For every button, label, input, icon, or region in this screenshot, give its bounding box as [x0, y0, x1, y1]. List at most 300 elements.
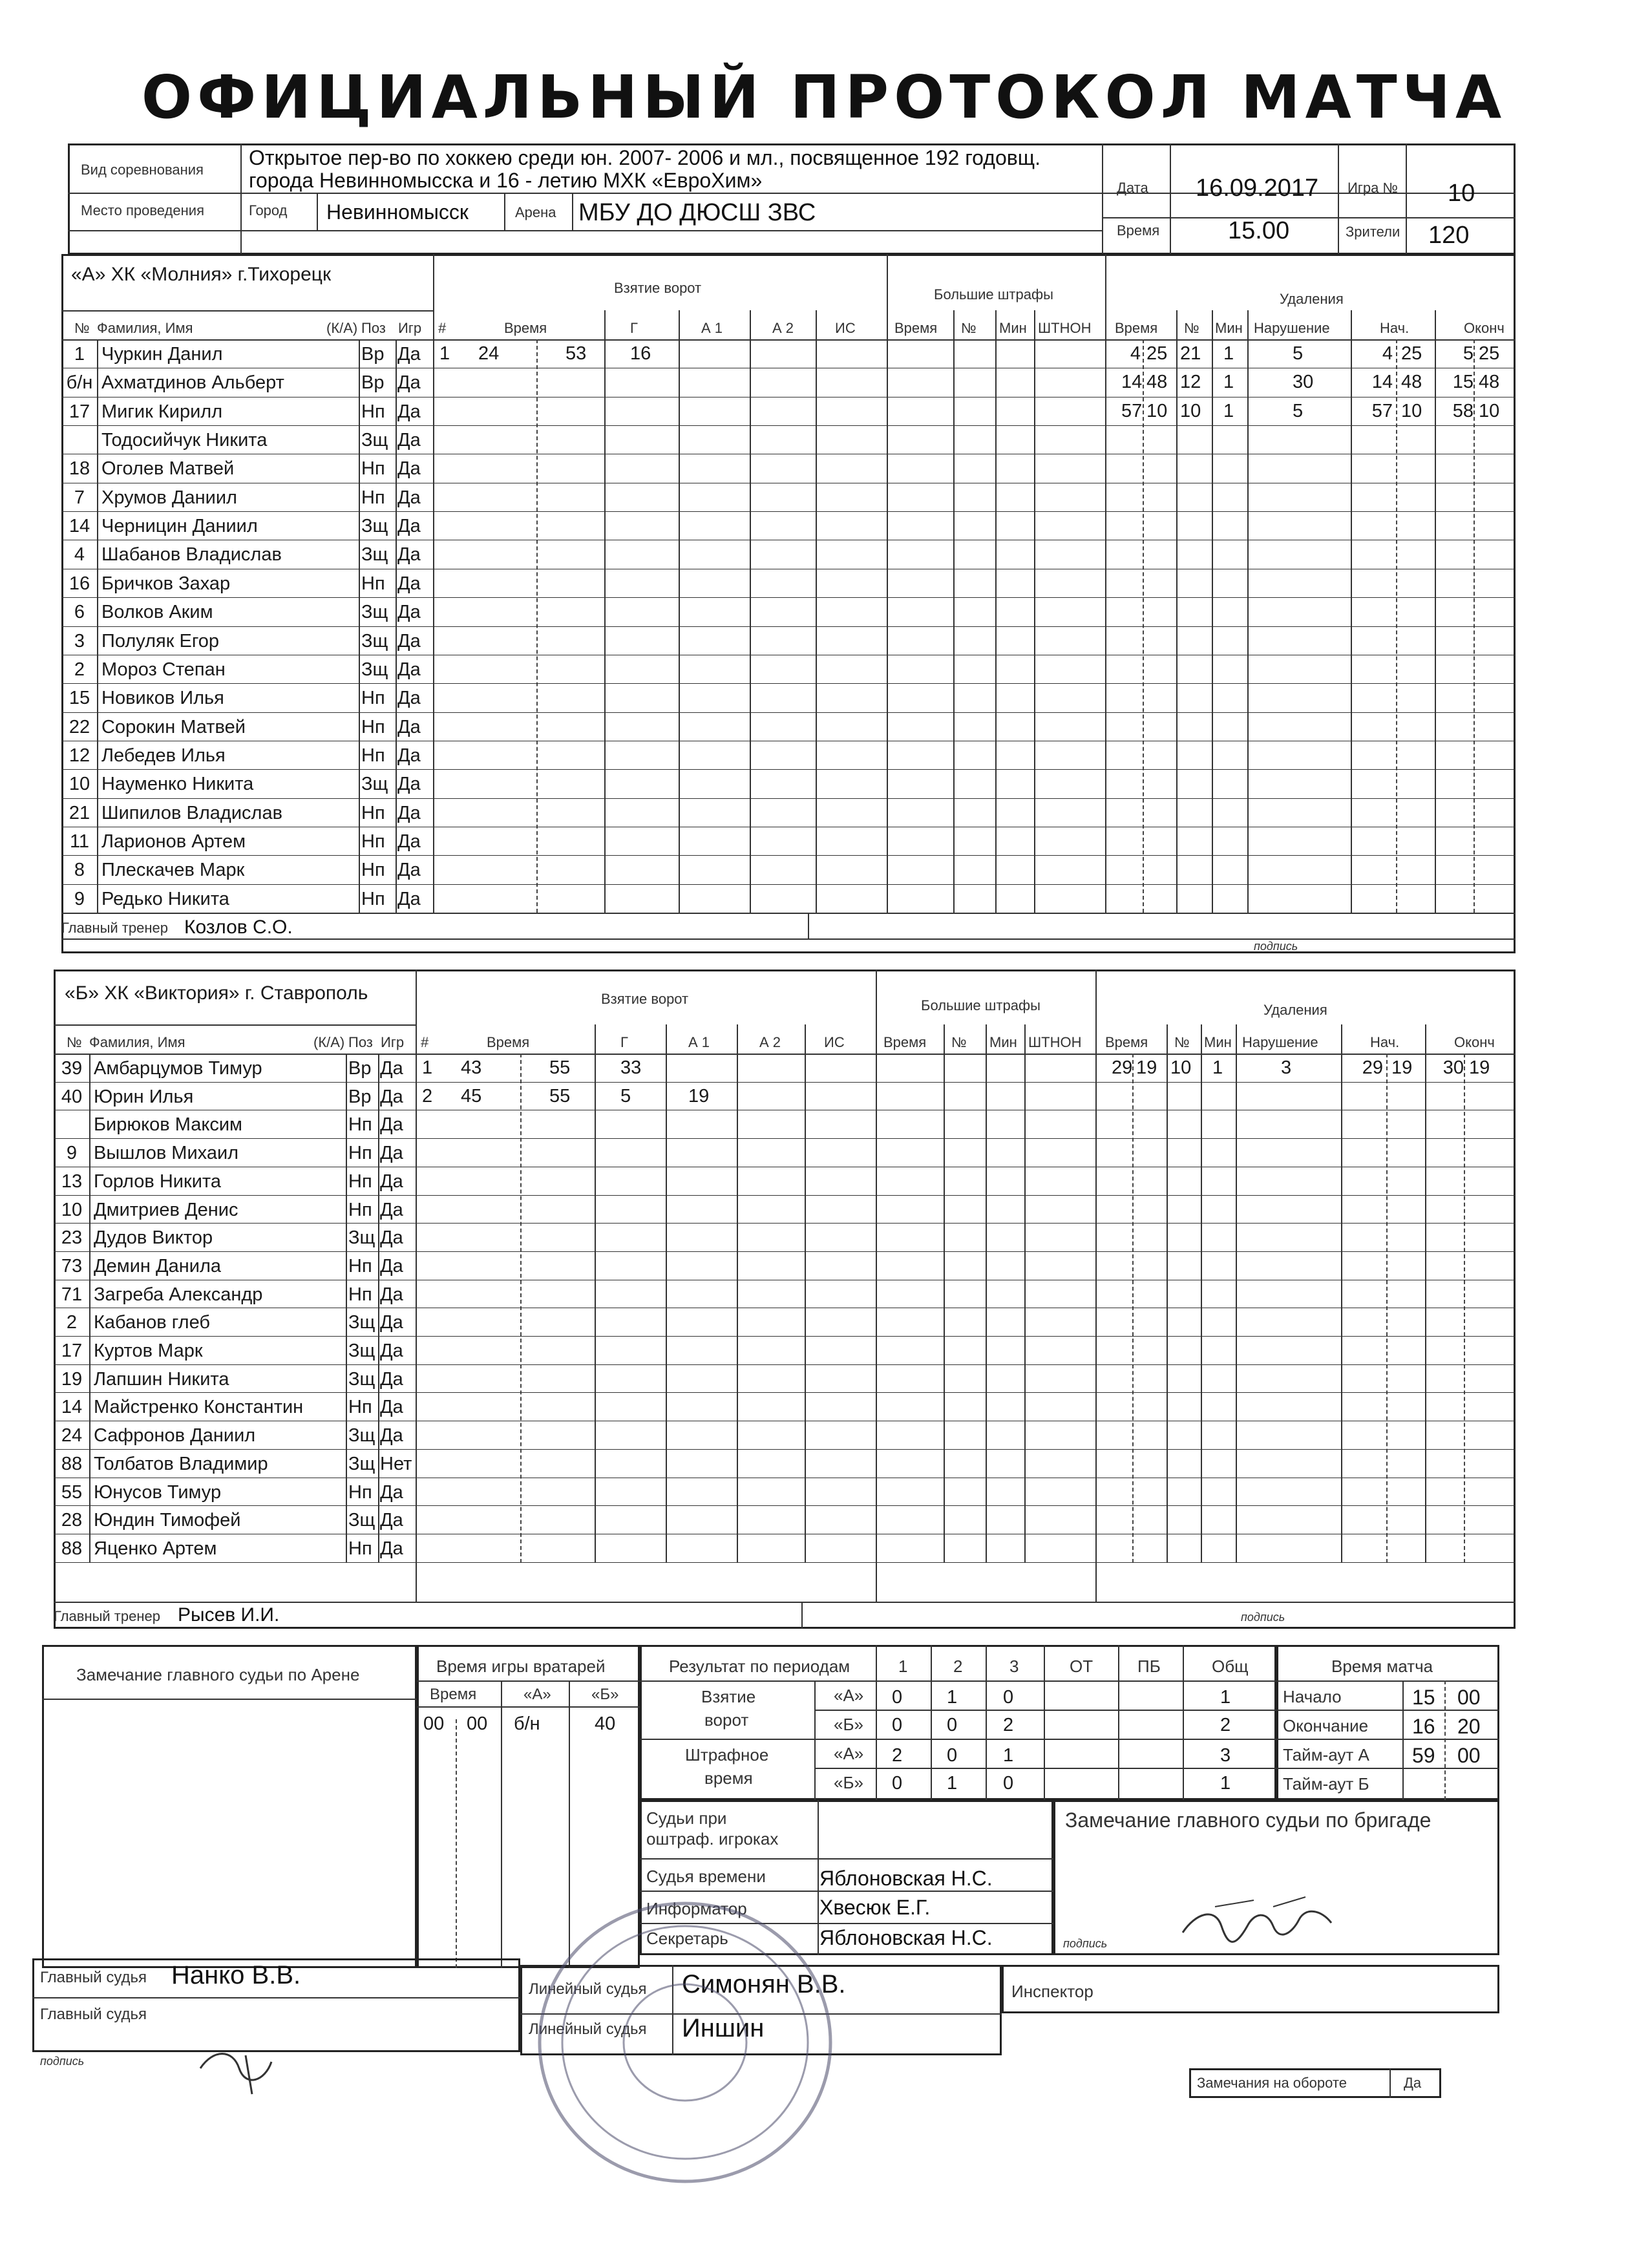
- period-title: Результат по периодам: [669, 1657, 850, 1676]
- player-position: Нп: [361, 831, 385, 852]
- player-position: Зщ: [348, 1368, 375, 1390]
- player-number: 1: [74, 344, 85, 365]
- player-number: 9: [66, 1143, 78, 1164]
- period-3-label: 3: [1009, 1657, 1019, 1676]
- end-label: Окончание: [1283, 1716, 1369, 1735]
- team-b-sign-label: подпись: [1241, 1611, 1285, 1624]
- period-pen-a-value: 3: [1220, 1745, 1231, 1766]
- player-played: Да: [380, 1425, 403, 1447]
- player-position: Нп: [348, 1143, 372, 1164]
- penalty-minutes: 1: [1223, 343, 1234, 364]
- player-played: Нет: [380, 1453, 412, 1474]
- goals-label-1: Взятие: [701, 1687, 756, 1706]
- player-position: Зщ: [348, 1227, 375, 1249]
- player-played: Да: [380, 1058, 403, 1079]
- player-name: Чуркин Данил: [101, 344, 223, 365]
- informer-value: Хвесюк Е.Г.: [819, 1896, 931, 1919]
- player-number: 9: [74, 888, 85, 909]
- player-number: 18: [69, 458, 90, 480]
- player-name: Кабанов глеб: [94, 1312, 210, 1333]
- player-name: Толбатов Владимир: [94, 1453, 268, 1474]
- penalty-player: 10: [1180, 400, 1201, 421]
- period-pen-a-value: 1: [1003, 1745, 1014, 1766]
- player-number: 15: [69, 688, 90, 709]
- player-played: Да: [397, 688, 421, 709]
- player-name: Лапшин Никита: [94, 1368, 229, 1390]
- col-pen-num: №: [1174, 1034, 1190, 1050]
- player-position: Зщ: [348, 1453, 375, 1474]
- player-played: Да: [397, 430, 421, 451]
- col-num: №: [74, 320, 90, 336]
- player-name: Шипилов Владислав: [101, 802, 282, 823]
- player-played: Да: [397, 573, 421, 594]
- penalty-time-min: 29: [1112, 1057, 1133, 1078]
- chief2-label: Главный судья: [40, 2006, 147, 2023]
- player-position: Зщ: [361, 430, 388, 451]
- player-position: Вр: [348, 1058, 372, 1079]
- timeout-a-label: Тайм-аут А: [1283, 1745, 1369, 1765]
- player-position: Зщ: [361, 602, 388, 623]
- player-number: 19: [61, 1368, 83, 1390]
- player-played: Да: [380, 1510, 403, 1531]
- penalty-end-min: 15: [1452, 372, 1474, 393]
- start-h: 15: [1412, 1686, 1435, 1709]
- player-number: б/н: [66, 372, 93, 394]
- gk-row-sec: 00: [467, 1713, 488, 1734]
- goal-number: 1: [439, 343, 450, 364]
- player-number: 88: [61, 1453, 83, 1474]
- player-name: Бричков Захар: [101, 573, 231, 594]
- player-number: 23: [61, 1227, 83, 1249]
- team-b-goals-title: Взятие ворот: [601, 991, 689, 1007]
- player-number: 21: [69, 802, 90, 823]
- player-played: Да: [380, 1312, 403, 1333]
- city-value: Невинномысск: [326, 200, 469, 224]
- player-played: Да: [380, 1199, 403, 1220]
- penalty-time-min: 14: [1121, 372, 1143, 393]
- player-number: 55: [61, 1481, 83, 1503]
- penalty-violation: 5: [1293, 400, 1304, 421]
- col-num: №: [67, 1034, 82, 1050]
- player-position: Нп: [361, 458, 385, 480]
- player-name: Майстренко Константин: [94, 1397, 304, 1418]
- crew-remark-label: Замечание главного судьи по бригаде: [1065, 1808, 1431, 1832]
- player-number: 13: [61, 1171, 83, 1192]
- col-pen-num: №: [1184, 320, 1199, 336]
- competition-value-line2: города Невинномысска и 16 - летию МХК «ЕвроХим»: [249, 169, 763, 192]
- player-number: 22: [69, 716, 90, 737]
- game-label: Игра №: [1347, 180, 1399, 196]
- spectators-label: Зрители: [1346, 224, 1400, 240]
- penalty-violation: 3: [1281, 1057, 1292, 1078]
- timeout-b-label: Тайм-аут Б: [1283, 1774, 1369, 1794]
- player-number: 10: [69, 774, 90, 795]
- game-value: 10: [1448, 180, 1475, 207]
- col-pos: Поз: [361, 320, 386, 336]
- player-position: Нп: [348, 1114, 372, 1136]
- team-b-pen-title: Удаления: [1263, 1002, 1327, 1018]
- col-major-pp: ШТНОН: [1038, 320, 1092, 336]
- arena-remark-box: [42, 1645, 417, 1968]
- player-position: Нп: [348, 1538, 372, 1559]
- pen-label-2: время: [704, 1768, 753, 1788]
- player-number: 39: [61, 1058, 83, 1079]
- player-number: 8: [74, 860, 85, 881]
- player-played: Да: [380, 1538, 403, 1559]
- period-pen-b-value: 1: [1220, 1773, 1231, 1794]
- period-pen-a-value: 0: [947, 1745, 958, 1766]
- signature: [1176, 1887, 1344, 1958]
- player-position: Нп: [361, 401, 385, 422]
- end-h: 16: [1412, 1715, 1435, 1738]
- player-name: Загреба Александр: [94, 1284, 263, 1305]
- player-position: Нп: [361, 745, 385, 766]
- player-name: Юндин Тимофей: [94, 1510, 241, 1531]
- player-number: 11: [69, 831, 90, 852]
- player-number: 14: [61, 1397, 83, 1418]
- secretary-value: Яблоновская Н.С.: [819, 1926, 993, 1949]
- chief-sign-label: подпись: [40, 2055, 85, 2068]
- goal-number: 1: [422, 1057, 433, 1078]
- player-number: 2: [66, 1312, 78, 1333]
- penalty-start-min: 4: [1382, 343, 1393, 364]
- player-position: Вр: [361, 344, 385, 365]
- player-position: Зщ: [348, 1425, 375, 1447]
- player-number: 24: [61, 1425, 83, 1447]
- player-position: Нп: [348, 1397, 372, 1418]
- player-position: Вр: [348, 1086, 372, 1107]
- player-position: Зщ: [348, 1510, 375, 1531]
- inspector-label: Инспектор: [1011, 1982, 1093, 2001]
- team-a-coach-label: Главный тренер: [61, 920, 168, 936]
- col-name: Фамилия, Имя: [97, 320, 193, 336]
- col-goal-g: Г: [630, 320, 638, 336]
- col-pen-start: Нач.: [1380, 320, 1410, 336]
- goal-assist-1: 19: [688, 1085, 710, 1107]
- col-pos: Поз: [348, 1034, 373, 1050]
- period-goals-b-value: 2: [1220, 1715, 1231, 1735]
- player-position: Нп: [361, 888, 385, 909]
- col-major-num: №: [961, 320, 977, 336]
- player-name: Ларионов Артем: [101, 831, 246, 852]
- player-name: Яценко Артем: [94, 1538, 217, 1559]
- crew-sign-label: подпись: [1063, 1937, 1108, 1950]
- goals-label-2: ворот: [704, 1710, 749, 1730]
- player-played: Да: [397, 487, 421, 508]
- penalty-end-sec: 25: [1479, 343, 1500, 364]
- player-played: Да: [397, 458, 421, 480]
- arena-value: МБУ ДО ДЮСШ ЗВС: [578, 199, 816, 226]
- col-goal-a1: А 1: [688, 1034, 710, 1050]
- penalty-time-sec: 48: [1146, 372, 1168, 393]
- player-played: Да: [380, 1114, 403, 1136]
- player-position: Нп: [361, 688, 385, 709]
- team-a-major-title: Большие штрафы: [934, 286, 1053, 302]
- timekeeper-value: Яблоновская Н.С.: [819, 1867, 993, 1890]
- penalty-player: 10: [1170, 1057, 1192, 1078]
- player-name: Лебедев Илья: [101, 745, 226, 766]
- gk-row-a: б/н: [514, 1713, 540, 1734]
- player-position: Нп: [348, 1255, 372, 1277]
- player-name: Мигик Кирилл: [101, 401, 223, 422]
- player-played: Да: [380, 1255, 403, 1277]
- official-stamp: [530, 1894, 840, 2191]
- goal-time-sec: 55: [549, 1057, 571, 1078]
- penalty-start-min: 29: [1362, 1057, 1383, 1078]
- player-played: Да: [397, 659, 421, 680]
- penalty-minutes: 1: [1223, 400, 1234, 421]
- col-played: Игр: [398, 320, 422, 336]
- col-goal-num: #: [438, 320, 447, 336]
- player-position: Нп: [348, 1171, 372, 1192]
- col-goal-is: ИС: [824, 1034, 845, 1050]
- player-played: Да: [380, 1171, 403, 1192]
- period-goals-b-value: 2: [1003, 1715, 1014, 1735]
- col-major-min: Мин: [999, 320, 1027, 336]
- col-major-min: Мин: [989, 1034, 1017, 1050]
- reverse-value: Да: [1404, 2075, 1422, 2091]
- player-played: Да: [380, 1481, 403, 1503]
- col-goal-time: Время: [487, 1034, 530, 1050]
- judges-pen-label-2: оштраф. игроках: [646, 1829, 779, 1849]
- col-goal-a2: А 2: [759, 1034, 781, 1050]
- player-name: Тодосийчук Никита: [101, 430, 268, 451]
- team-a-sign-label: подпись: [1254, 940, 1298, 953]
- team-a-coach-value: Козлов С.О.: [184, 917, 293, 938]
- player-name: Редько Никита: [101, 888, 229, 909]
- penalty-time-sec: 19: [1136, 1057, 1157, 1078]
- period-pen-a-value: 2: [892, 1745, 903, 1766]
- player-number: 73: [61, 1255, 83, 1277]
- timekeeper-label: Судья времени: [646, 1867, 766, 1886]
- penalty-violation: 30: [1293, 372, 1314, 393]
- page-title: ОФИЦИАЛЬНЫЙ ПРОТОКОЛ МАТЧА: [141, 63, 1507, 132]
- player-number: 6: [74, 602, 85, 623]
- goal-scorer: 16: [630, 343, 651, 364]
- col-major-time: Время: [883, 1034, 927, 1050]
- col-ka: (К/А): [313, 1034, 345, 1050]
- penalty-violation: 5: [1293, 343, 1304, 364]
- player-name: Мороз Степан: [101, 659, 226, 680]
- col-pen-time: Время: [1115, 320, 1158, 336]
- gk-title: Время игры вратарей: [436, 1657, 606, 1676]
- period-goals-a-value: 0: [892, 1687, 903, 1708]
- col-goal-a2: А 2: [772, 320, 794, 336]
- chief-signature: [187, 2036, 304, 2101]
- player-position: Нп: [361, 573, 385, 594]
- player-number: 2: [74, 659, 85, 680]
- gk-time-label: Время: [430, 1686, 477, 1703]
- penalty-minutes: 1: [1223, 372, 1234, 393]
- player-played: Да: [397, 831, 421, 852]
- informer-label: Информатор: [646, 1899, 747, 1918]
- player-position: Нп: [361, 716, 385, 737]
- col-major-num: №: [951, 1034, 967, 1050]
- player-position: Нп: [361, 802, 385, 823]
- player-number: 17: [69, 401, 90, 422]
- col-pen-viol: Нарушение: [1254, 320, 1330, 336]
- player-name: Вышлов Михаил: [94, 1143, 239, 1164]
- team-b-coach-label: Главный тренер: [54, 1608, 160, 1624]
- player-played: Да: [397, 544, 421, 566]
- player-position: Зщ: [348, 1341, 375, 1361]
- penalty-end-min: 58: [1452, 400, 1474, 421]
- penalty-end-min: 30: [1442, 1057, 1464, 1078]
- player-played: Да: [380, 1368, 403, 1390]
- player-position: Нп: [361, 487, 385, 508]
- city-label: Город: [249, 202, 288, 218]
- gk-row-b: 40: [595, 1713, 616, 1734]
- team-b-major-title: Большие штрафы: [921, 997, 1041, 1013]
- player-name: Юрин Илья: [94, 1086, 194, 1107]
- goal-scorer: 33: [620, 1057, 642, 1078]
- col-goal-is: ИС: [835, 320, 856, 336]
- player-played: Да: [397, 716, 421, 737]
- venue-label: Место проведения: [81, 202, 204, 218]
- match-time-title: Время матча: [1331, 1657, 1433, 1676]
- team-b-title: «Б» ХК «Виктория» г. Ставрополь: [65, 982, 368, 1004]
- player-position: Зщ: [361, 630, 388, 652]
- player-name: Дудов Виктор: [94, 1227, 213, 1249]
- timeout-a-h: 59: [1412, 1744, 1435, 1767]
- player-number: 7: [74, 487, 85, 508]
- penalty-end-sec: 48: [1479, 372, 1500, 393]
- player-name: Демин Данила: [94, 1255, 222, 1277]
- col-goal-num: #: [421, 1034, 429, 1050]
- col-played: Игр: [381, 1034, 405, 1050]
- end-m: 20: [1457, 1715, 1481, 1738]
- col-pen-min: Мин: [1204, 1034, 1232, 1050]
- player-name: Дмитриев Денис: [94, 1199, 238, 1220]
- player-number: 88: [61, 1538, 83, 1559]
- player-number: 3: [74, 630, 85, 652]
- reverse-label: Замечания на обороте: [1197, 2075, 1347, 2091]
- team-a-pen-title: Удаления: [1280, 291, 1344, 307]
- player-played: Да: [397, 516, 421, 537]
- player-position: Нп: [361, 860, 385, 881]
- player-name: Полуляк Егор: [101, 630, 220, 652]
- line1-value: Симонян В.В.: [682, 1970, 846, 1998]
- player-name: Науменко Никита: [101, 774, 254, 795]
- goal-time-sec: 55: [549, 1085, 571, 1107]
- player-position: Зщ: [361, 544, 388, 566]
- line1-label: Линейный судья: [529, 1980, 647, 1998]
- player-played: Да: [397, 630, 421, 652]
- penalty-start-sec: 19: [1391, 1057, 1413, 1078]
- date-value: 16.09.2017: [1196, 175, 1319, 202]
- col-pen-time: Время: [1105, 1034, 1148, 1050]
- timeout-a-m: 00: [1457, 1744, 1481, 1767]
- period-goals-b-value: 0: [892, 1715, 903, 1735]
- penalty-minutes: 1: [1212, 1057, 1223, 1078]
- competition-label: Вид соревнования: [81, 162, 204, 178]
- player-name: Юнусов Тимур: [94, 1481, 222, 1503]
- team-a-title: «А» ХК «Молния» г.Тихорецк: [71, 264, 332, 285]
- player-played: Да: [380, 1284, 403, 1305]
- player-position: Зщ: [361, 659, 388, 680]
- col-goal-g: Г: [620, 1034, 628, 1050]
- player-played: Да: [397, 344, 421, 365]
- player-name: Куртов Марк: [94, 1341, 203, 1361]
- period-pen-b-value: 0: [892, 1773, 903, 1794]
- player-number: 71: [61, 1284, 83, 1305]
- player-position: Зщ: [361, 774, 388, 795]
- period-2-label: 2: [953, 1657, 963, 1676]
- team-b-coach-value: Рысев И.И.: [178, 1604, 280, 1626]
- player-name: Сафронов Даниил: [94, 1425, 256, 1447]
- player-name: Оголев Матвей: [101, 458, 235, 480]
- period-pb-label: ПБ: [1137, 1657, 1161, 1676]
- col-goal-a1: А 1: [701, 320, 723, 336]
- player-played: Да: [380, 1227, 403, 1249]
- start-label: Начало: [1283, 1687, 1342, 1706]
- penalty-end-sec: 10: [1479, 400, 1500, 421]
- penalty-time-sec: 25: [1146, 343, 1168, 364]
- player-played: Да: [380, 1397, 403, 1418]
- col-pen-min: Мин: [1215, 320, 1243, 336]
- start-m: 00: [1457, 1686, 1481, 1709]
- player-name: Ахматдинов Альберт: [101, 372, 284, 394]
- col-pen-viol: Нарушение: [1242, 1034, 1318, 1050]
- secretary-label: Секретарь: [646, 1929, 728, 1948]
- chief1-label: Главный судья: [40, 1969, 147, 1986]
- player-name: Плескачев Марк: [101, 860, 245, 881]
- player-played: Да: [397, 372, 421, 394]
- penalty-player: 12: [1180, 372, 1201, 393]
- period-goals-a-value: 1: [947, 1687, 958, 1708]
- player-played: Да: [380, 1341, 403, 1361]
- period-goals-a-value: 0: [1003, 1687, 1014, 1708]
- goal-time-min: 45: [461, 1085, 482, 1107]
- period-pen-b-value: 0: [1003, 1773, 1014, 1794]
- period-goals-b-value: 0: [947, 1715, 958, 1735]
- penalty-time-min: 4: [1130, 343, 1141, 364]
- player-position: Зщ: [361, 516, 388, 537]
- player-played: Да: [397, 745, 421, 766]
- col-major-time: Время: [894, 320, 938, 336]
- date-label: Дата: [1117, 180, 1148, 196]
- goal-time-min: 24: [478, 343, 500, 364]
- player-name: Хрумов Даниил: [101, 487, 237, 508]
- gk-b-label: «Б»: [591, 1686, 619, 1703]
- col-name: Фамилия, Имя: [89, 1034, 185, 1050]
- player-played: Да: [397, 802, 421, 823]
- judges-pen-label-1: Судьи при: [646, 1808, 727, 1828]
- player-number: 16: [69, 573, 90, 594]
- player-name: Новиков Илья: [101, 688, 224, 709]
- col-ka: (К/А): [326, 320, 358, 336]
- player-position: Вр: [361, 372, 385, 394]
- pen-team-a: «А»: [834, 1744, 864, 1763]
- player-name: Шабанов Владислав: [101, 544, 282, 566]
- player-played: Да: [380, 1086, 403, 1107]
- player-played: Да: [397, 888, 421, 909]
- penalty-start-min: 57: [1371, 400, 1393, 421]
- col-pen-end: Оконч: [1464, 320, 1505, 336]
- col-pen-start: Нач.: [1370, 1034, 1400, 1050]
- arena-remark-label: Замечание главного судьи по Арене: [76, 1665, 360, 1684]
- competition-value-line1: Открытое пер-во по хоккею среди юн. 2007- 2006 и мл., посвященное 192 годовщ.: [249, 146, 1041, 169]
- time-value: 15.00: [1228, 217, 1290, 244]
- line2-label: Линейный судья: [529, 2020, 647, 2038]
- player-played: Да: [397, 401, 421, 422]
- penalty-end-sec: 19: [1469, 1057, 1490, 1078]
- penalty-start-sec: 25: [1401, 343, 1422, 364]
- goal-scorer: 5: [620, 1085, 631, 1107]
- period-1-label: 1: [898, 1657, 908, 1676]
- player-number: 40: [61, 1086, 83, 1107]
- penalty-start-min: 14: [1371, 372, 1393, 393]
